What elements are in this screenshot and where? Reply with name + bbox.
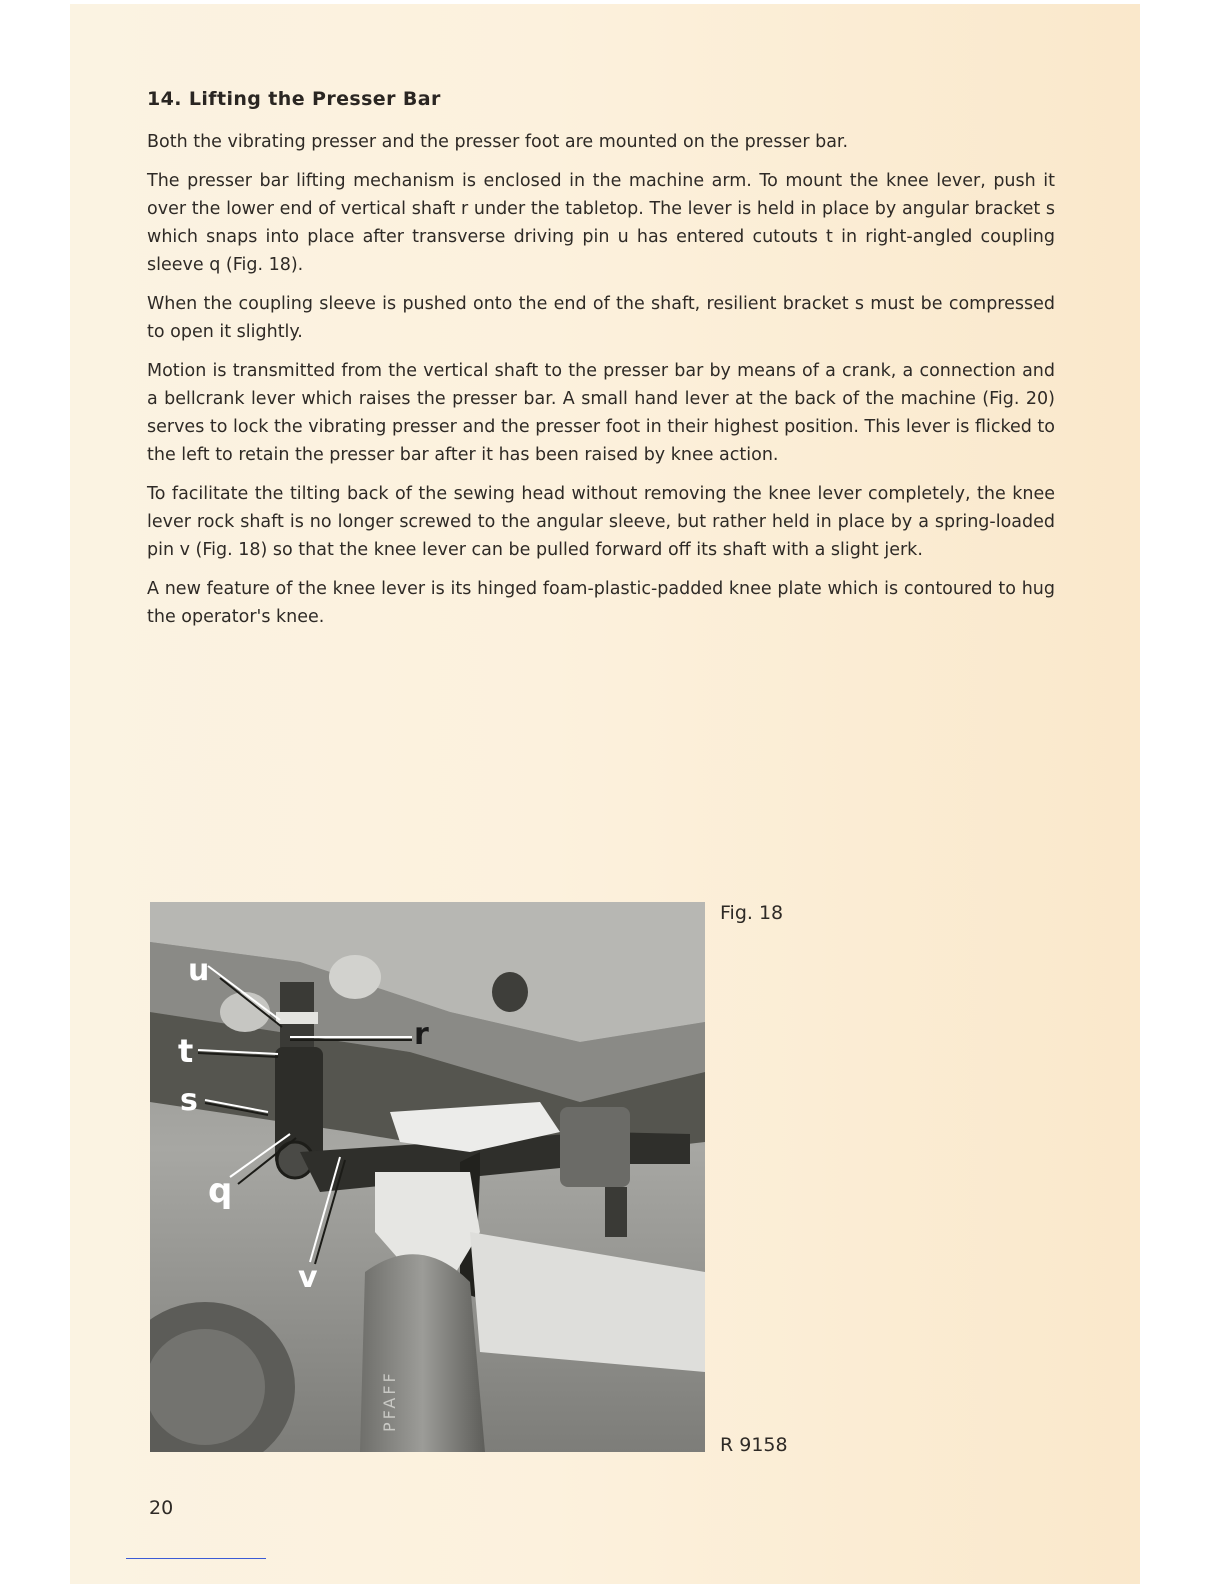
label-q: q xyxy=(208,1171,233,1211)
label-u: u xyxy=(188,953,210,988)
paragraph-3: When the coupling sleeve is pushed onto the end of the shaft, resilient bracket s must be compressed to open it slightly. xyxy=(147,294,1055,342)
pfaff-brand-text: PFAFF xyxy=(380,1370,399,1432)
knee-lever-illustration xyxy=(150,902,705,1452)
paragraph-6: A new feature of the knee lever is its hinged foam-plastic-padded knee plate which is contoured to hug the operator's knee. xyxy=(147,579,1055,627)
paragraph-2: The presser bar lifting mechanism is enclosed in the machine arm. To mount the knee lever, push it over the lower end of vertical shaft r under the tabletop. The lever is held in place by angular bracket s which snaps into place after transverse driving pin u has entered cutouts t in right-angled coupling sleeve q (Fig. 18). xyxy=(147,171,1055,275)
paragraph-1: Both the vibrating presser and the presser foot are mounted on the presser bar. xyxy=(147,132,849,152)
section-heading: 14. Lifting the Presser Bar xyxy=(147,88,441,110)
knee-lever-photo xyxy=(150,902,705,1452)
label-s: s xyxy=(180,1083,198,1118)
section-content xyxy=(147,88,1055,642)
paragraph-5: To facilitate the tilting back of the sewing head without removing the knee lever completely, the knee lever rock shaft is no longer screwed to the angular sleeve, but rather held in place by a spring-loaded pin v (Fig. 18) so that the knee lever can be pulled forward off its shaft with a slight jerk. xyxy=(147,484,1055,560)
page-number: 20 xyxy=(149,1497,174,1519)
label-r: r xyxy=(414,1017,429,1052)
label-t: t xyxy=(178,1032,194,1070)
figure-reference: R 9158 xyxy=(720,1434,788,1456)
bottom-underline xyxy=(126,1558,266,1559)
label-v: v xyxy=(298,1260,318,1295)
paragraph-4: Motion is transmitted from the vertical shaft to the presser bar by means of a crank, a connection and a bellcrank lever which raises the presser bar. A small hand lever at the back of the machine (Fig. 20) serves to lock the vibrating presser and the presser foot in their highest position. This lever is flicked to the left to retain the presser bar after it has been raised by knee action. xyxy=(147,361,1055,465)
figure-caption: Fig. 18 xyxy=(720,902,784,924)
